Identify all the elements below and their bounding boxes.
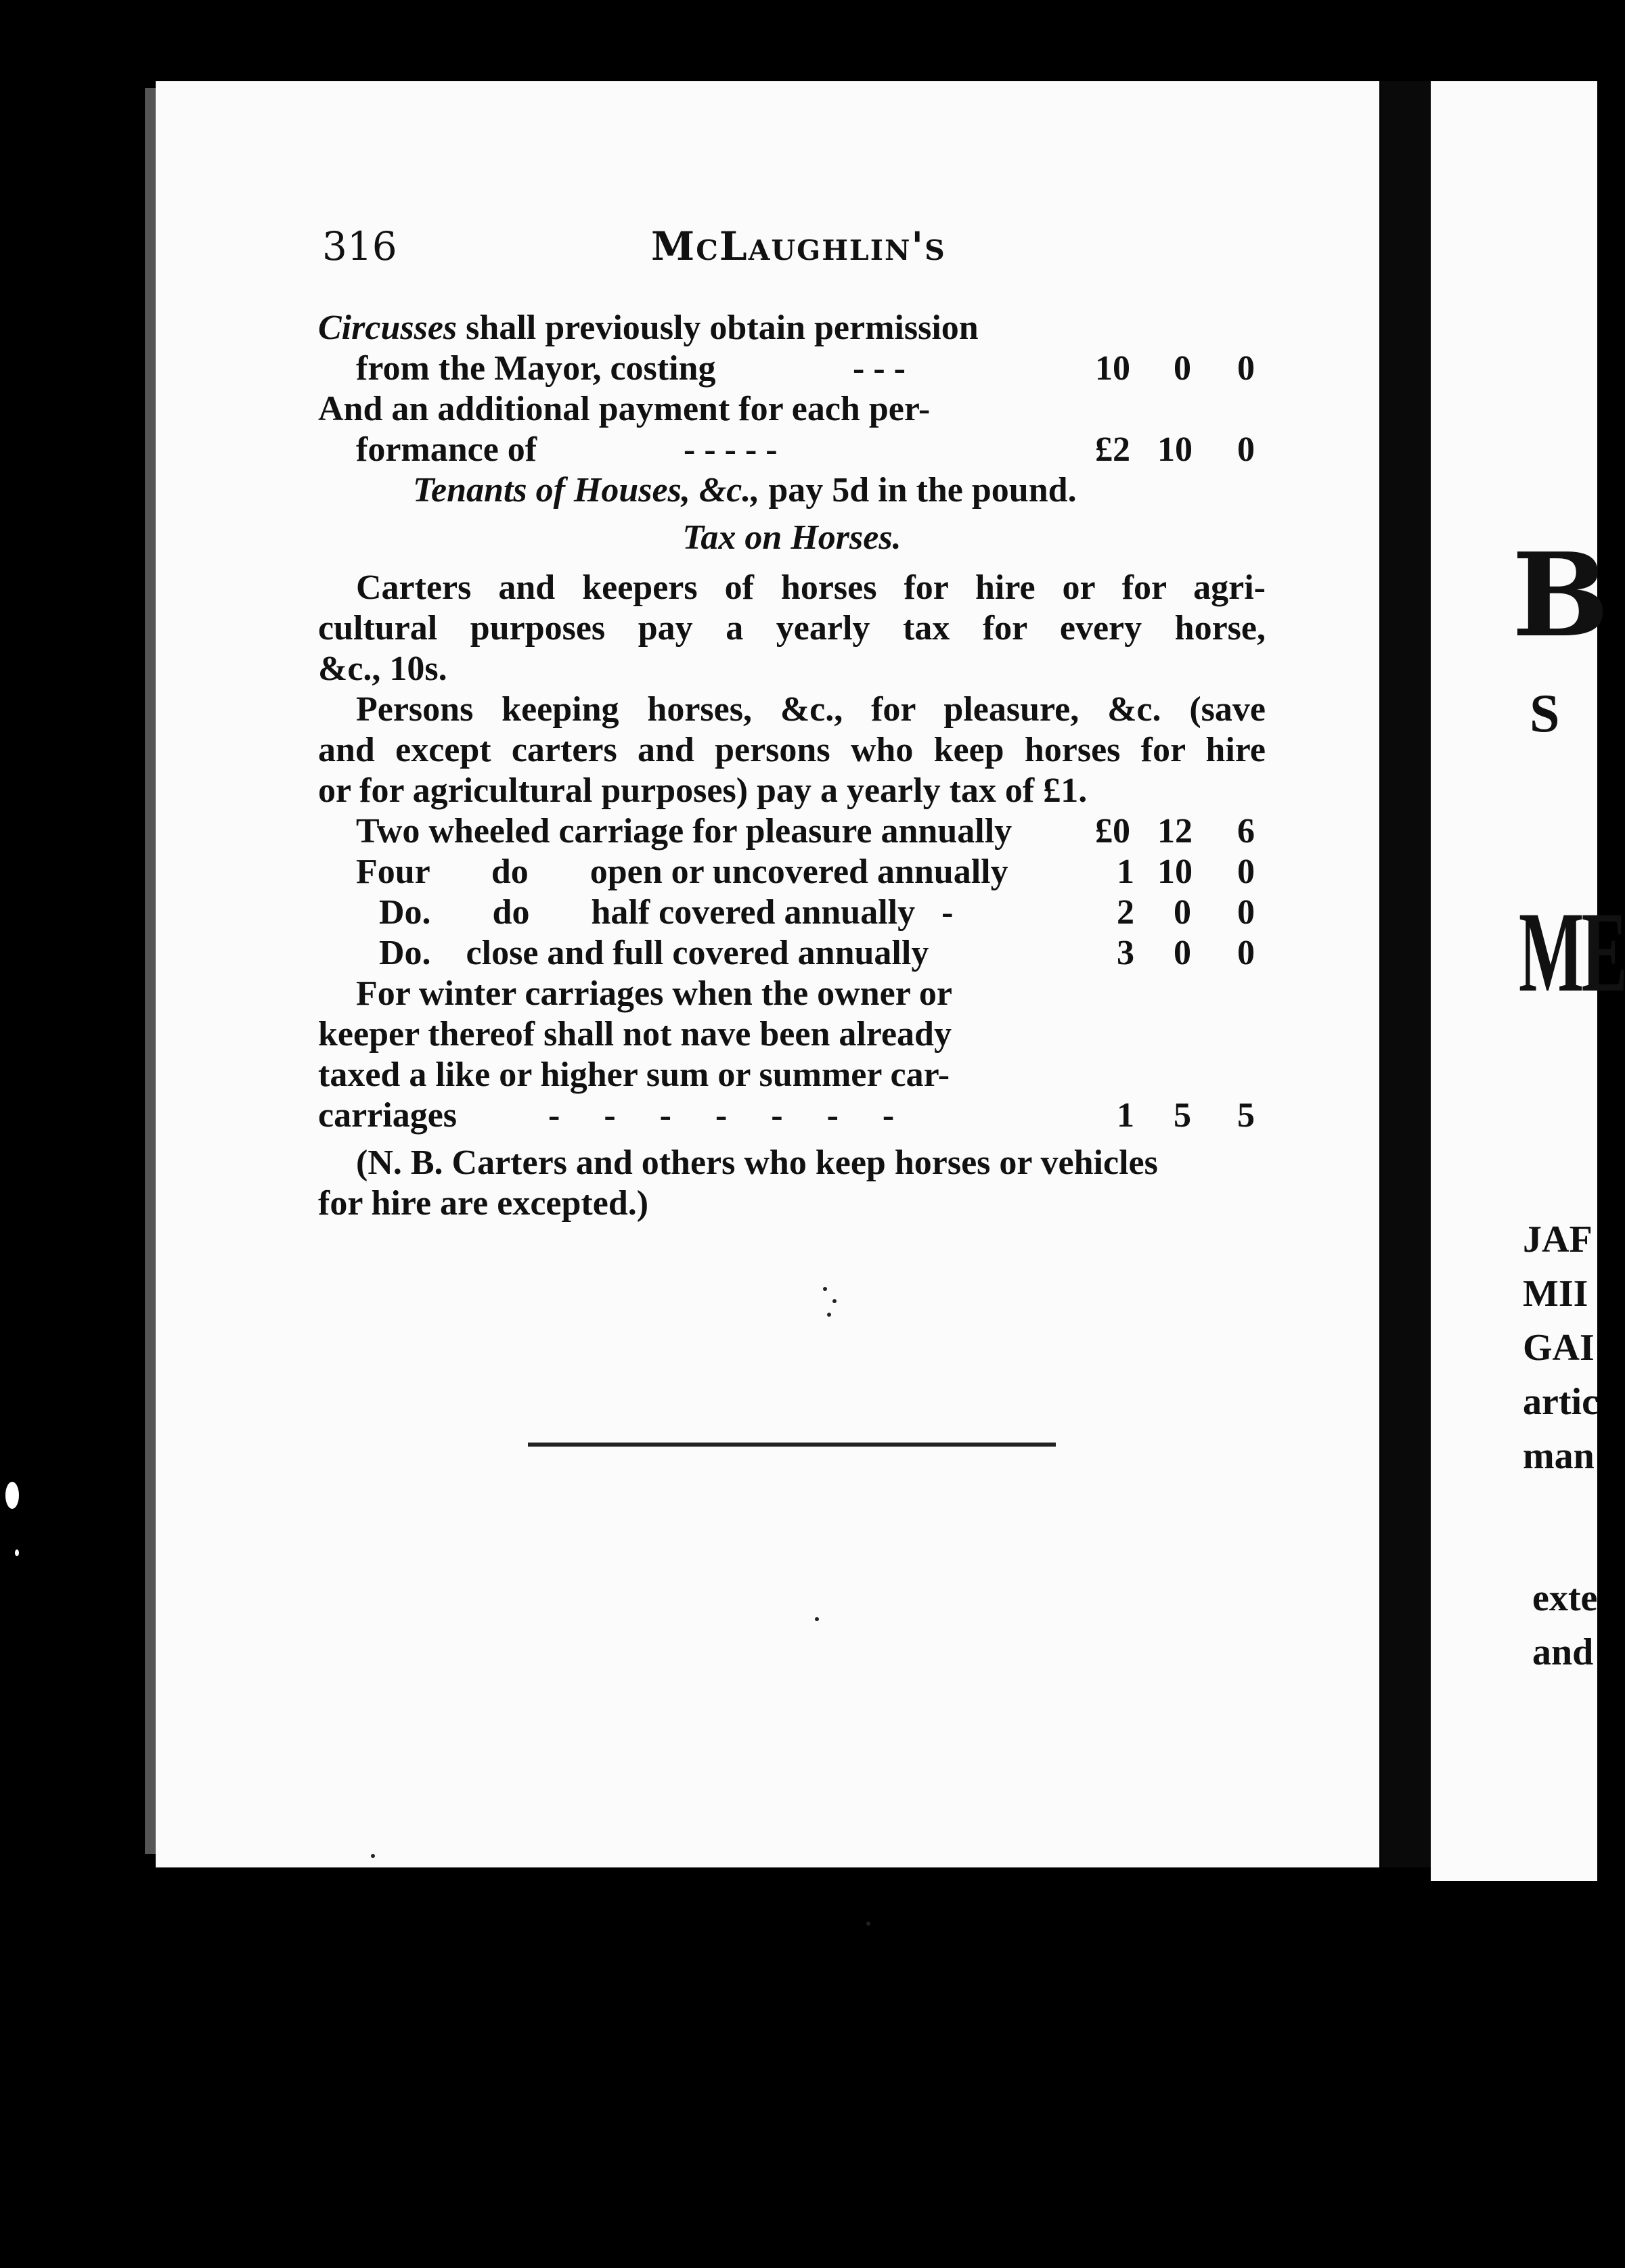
amount-shillings: 12 [1157, 812, 1193, 850]
text-line [318, 348, 1266, 389]
text-fragment: man [1523, 1435, 1595, 1477]
text-fragment: artic [1523, 1381, 1599, 1423]
text-line [318, 1095, 1266, 1136]
amount-pence: 0 [1237, 430, 1255, 469]
amount-shillings: 0 [1174, 934, 1191, 972]
display-heading: ME [1519, 888, 1625, 1016]
text-span: formance of [356, 430, 537, 469]
amount-shillings: 10 [1157, 853, 1193, 891]
text-span: shall previously obtain permission [457, 309, 979, 347]
text-line: for hire are excepted.) [318, 1184, 649, 1223]
text-line: keeper thereof shall not nave been already [318, 1015, 952, 1053]
print-speck [832, 1299, 837, 1303]
book-gutter [1381, 81, 1431, 1867]
italic-term: Tenants of Houses, &c., [413, 471, 760, 509]
amount-shillings: 5 [1174, 1096, 1191, 1135]
table-row [318, 892, 1266, 933]
print-speck [815, 1617, 819, 1621]
text-line: (N. B. Carters and others who keep horses or vehicles [356, 1143, 1158, 1182]
amount-pounds: 1 [1117, 1096, 1134, 1135]
page-number: 316 [322, 223, 397, 269]
text-line: For winter carriages when the owner or [356, 974, 952, 1013]
amount-pence: 0 [1237, 853, 1255, 891]
row-label: Four do open or uncovered annually [356, 853, 1008, 891]
amount-shillings: 0 [1174, 349, 1191, 388]
text-line: Carters and keepers of horses for hire or for agri- [356, 568, 1266, 607]
text-fragment: JAF [1523, 1219, 1593, 1261]
paragraph-persons [318, 689, 1266, 811]
amount-shillings: 0 [1174, 893, 1191, 932]
amount-pounds: 1 [1117, 853, 1134, 891]
print-speck [827, 1313, 831, 1317]
display-letter: S [1530, 684, 1560, 744]
text-span: And an additional payment for each per- [318, 390, 931, 428]
text-line [318, 430, 1266, 470]
amount-pounds: £2 [1095, 430, 1130, 469]
amount-pence: 6 [1237, 812, 1255, 850]
print-speck [823, 1287, 827, 1291]
print-speck [371, 1854, 375, 1858]
amount-pence: 0 [1237, 934, 1255, 972]
page-body [318, 308, 1266, 1224]
amount-pence: 5 [1237, 1096, 1255, 1135]
table-row [318, 933, 1266, 974]
text-line [318, 308, 1266, 348]
paragraph-winter [318, 974, 1266, 1136]
leader-dashes: - - - - - [684, 430, 778, 469]
text-fragment: MII [1523, 1273, 1588, 1315]
text-line: &c., 10s. [318, 650, 447, 688]
text-span: carriages [318, 1096, 458, 1135]
text-line: or for agricultural purposes) pay a yearly tax of £1. [318, 771, 1088, 810]
table-row [318, 852, 1266, 892]
row-label: Two wheeled carriage for pleasure annually [356, 812, 1012, 850]
paragraph-carters [318, 568, 1266, 689]
text-line: taxed a like or higher sum or summer car- [318, 1056, 950, 1094]
table-row [318, 811, 1266, 852]
text-fragment: and [1532, 1631, 1594, 1673]
row-label: Do. close and full covered annually [379, 934, 929, 972]
carriage-tax-table [318, 811, 1266, 974]
text-fragment: exte [1532, 1577, 1598, 1619]
text-span: from the Mayor, costing [356, 349, 716, 388]
amount-pounds: 2 [1117, 893, 1134, 932]
text-fragment: GAI [1523, 1327, 1595, 1369]
page-edge [145, 88, 156, 1854]
amount-pence: 0 [1237, 893, 1255, 932]
amount-shillings: 10 [1157, 430, 1193, 469]
scan-speck [5, 1482, 19, 1509]
leader-dashes: - - - - - - - [548, 1096, 895, 1135]
scan-background [0, 0, 153, 2268]
text-line: Persons keeping horses, &c., for pleasure, &c. (save [356, 690, 1266, 729]
facing-page [1431, 81, 1625, 1881]
section-divider [528, 1443, 1056, 1447]
text-span: pay 5d in the pound. [759, 471, 1077, 509]
text-line [318, 389, 1266, 430]
amount-pounds: £0 [1095, 812, 1130, 850]
print-speck [866, 1922, 870, 1926]
text-line: cultural purposes pay a yearly tax for every horse, [318, 609, 1266, 648]
text-line: and except carters and persons who keep horses for hire [318, 731, 1266, 769]
italic-term: Circusses [318, 309, 458, 347]
running-head: McLaughlin's [651, 223, 946, 269]
page-header [322, 223, 1324, 277]
leader-dashes: - - - [853, 349, 906, 388]
amount-pence: 0 [1237, 349, 1255, 388]
row-label: Do. do half covered annually - [379, 893, 954, 932]
text-line [318, 470, 1266, 511]
scan-speck [15, 1549, 19, 1556]
amount-pounds: 10 [1095, 349, 1130, 388]
section-heading: Tax on Horses. [682, 518, 901, 557]
ornate-letter: B [1512, 528, 1609, 663]
amount-pounds: 3 [1117, 934, 1134, 972]
paragraph-note [318, 1143, 1266, 1224]
